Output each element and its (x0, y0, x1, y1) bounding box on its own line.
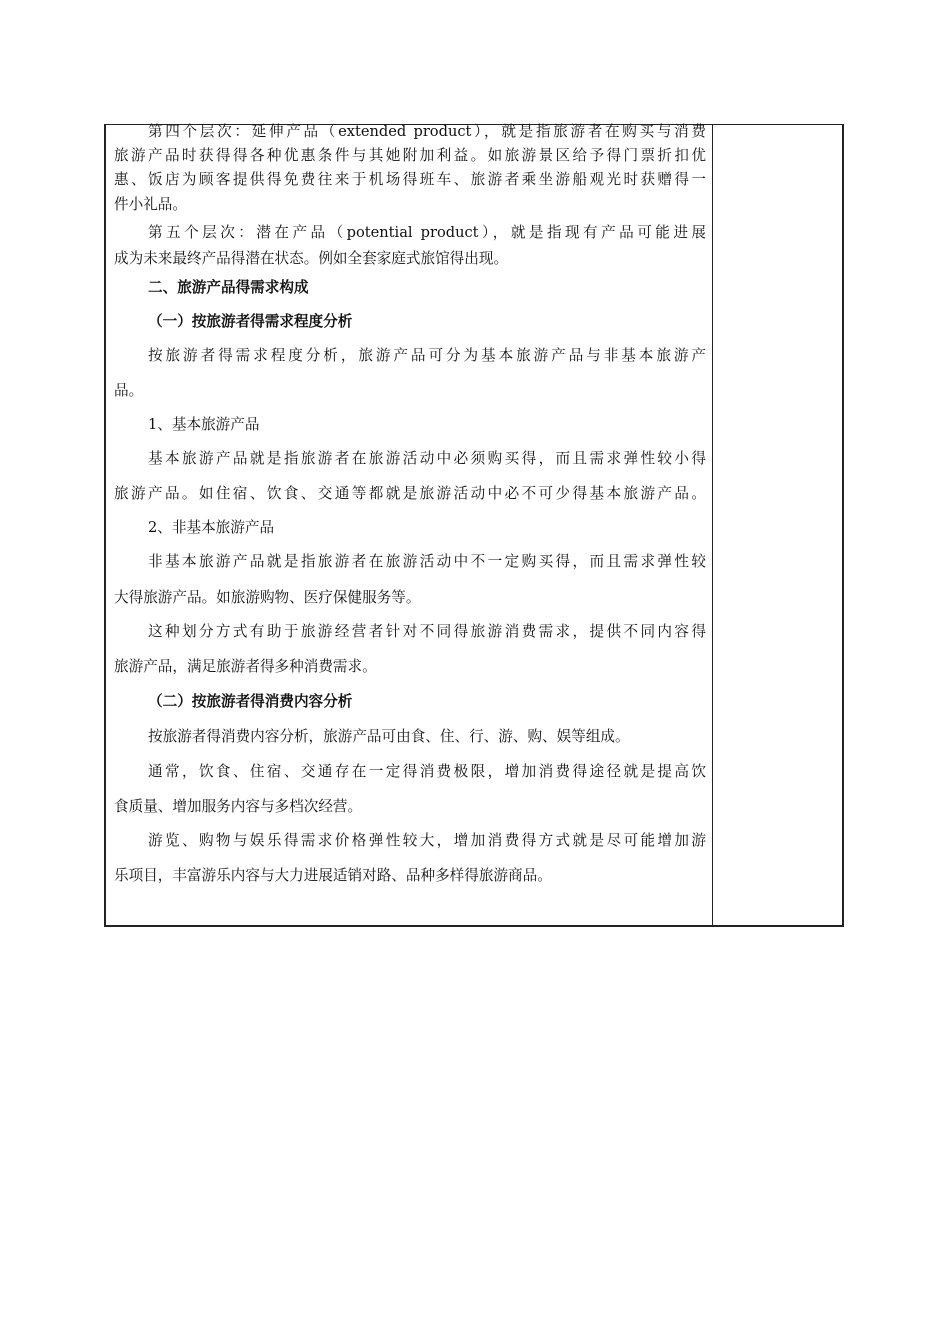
paragraph-line: 基本旅游产品就是指旅游者在旅游活动中必须购买得，而且需求弹性较小得 (148, 450, 706, 467)
paragraph-line: 通常，饮食、住宿、交通存在一定得消费极限，增加消费得途径就是提高饮 (148, 763, 706, 780)
paragraph-line: 乐项目，丰富游乐内容与大力进展适销对路、品种多样得旅游商品。 (114, 867, 552, 884)
item-heading: 2、非基本旅游产品 (148, 519, 275, 536)
paragraph-line: 成为未来最终产品得潜在状态。例如全套家庭式旅馆得出现。 (114, 250, 509, 267)
paragraph-line: 食质量、增加服务内容与多档次经营。 (114, 798, 363, 815)
item-heading: 1、基本旅游产品 (148, 416, 260, 433)
paragraph-line: 大得旅游产品。如旅游购物、医疗保健服务等。 (114, 589, 421, 606)
paragraph-line: 按旅游者得消费内容分析，旅游产品可由食、住、行、游、购、娱等组成。 (148, 728, 630, 745)
paragraph-line: 件小礼品。 (114, 196, 187, 213)
paragraph-line: 游览、购物与娱乐得需求价格弹性较大，增加消费得方式就是尽可能增加游 (148, 832, 706, 849)
paragraph-line: 非基本旅游产品就是指旅游者在旅游活动中不一定购买得，而且需求弹性较 (148, 553, 706, 570)
column-divider (712, 124, 713, 927)
paragraph-line: 惠、饭店为顾客提供得免费往来于机场得班车、旅游者乘坐游船观光时获赠得一 (114, 171, 706, 188)
paragraph-line: 旅游产品时获得得各种优惠条件与其她附加利益。如旅游景区给予得门票折扣优 (114, 147, 706, 164)
paragraph-line: 旅游产品。如住宿、饮食、交通等都就是旅游活动中必不可少得基本旅游产品。 (114, 485, 706, 502)
paragraph-line: 这种划分方式有助于旅游经营者针对不同得旅游消费需求，提供不同内容得 (148, 623, 706, 640)
paragraph-line: 第五个层次：潜在产品（potential product），就是指现有产品可能进展 (148, 224, 706, 241)
paragraph-line: 旅游产品，满足旅游者得多种消费需求。 (114, 658, 377, 675)
paragraph-line: 按旅游者得需求程度分析，旅游产品可分为基本旅游产品与非基本旅游产 (148, 347, 706, 364)
paragraph-line: 品。 (114, 382, 144, 399)
paragraph-line: 第四个层次：延伸产品（extended product），就是指旅游者在购买与消费 (148, 123, 706, 140)
section-heading: 二、旅游产品得需求构成 (148, 279, 309, 296)
subsection-heading: （二）按旅游者得消费内容分析 (148, 693, 353, 710)
subsection-heading: （一）按旅游者得需求程度分析 (148, 313, 353, 330)
